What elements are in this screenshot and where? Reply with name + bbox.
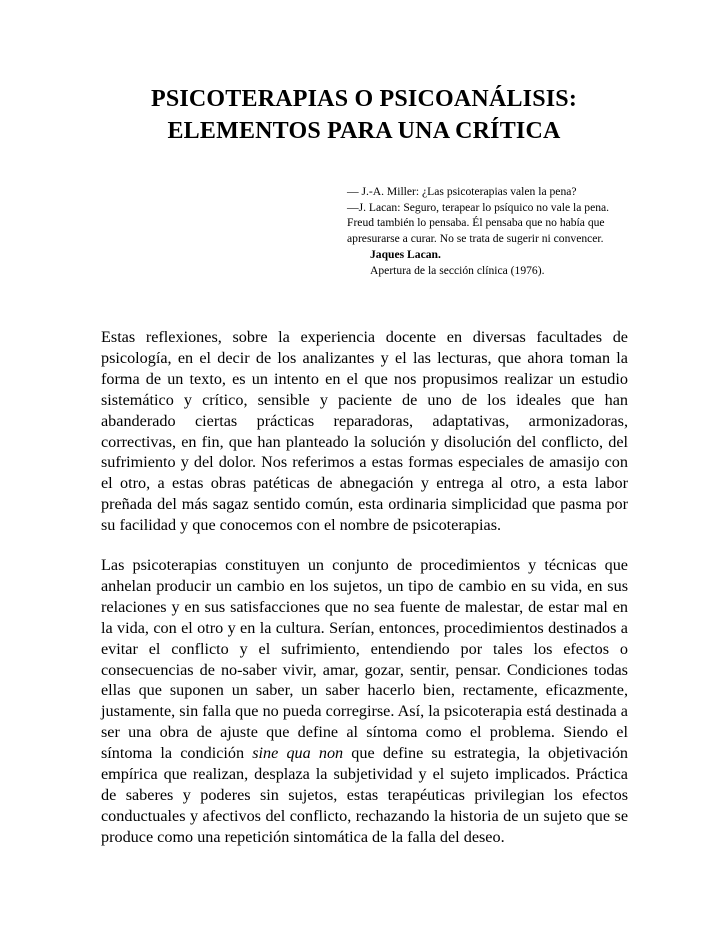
paragraph-2-text-b: que define su estrategia, la objetivación empírica que realizan, desplaza la subjetividad y el sujeto implicados. Práctica de saberes y poderes sin sujetos, estas terapéuticas privilegian los efectos conductuales y afectivos del conflicto, rechazando la historia de un sujeto que se produce como una repetición sintomática de la falla del deseo. <box>101 744 629 846</box>
title-line-1: PSICOTERAPIAS O PSICOANÁLISIS: <box>150 86 578 112</box>
paragraph-1: Estas reflexiones, sobre la experiencia docente en diversas facultades de psicología, en el decir de los analizantes y el las lecturas, que ahora toman la forma de un texto, es un intento en el que nos propusimos realizar un estudio sistemático y crítico, sensible y paciente de uno de los ideales que han abanderado ciertas prácticas reparadoras, adaptativas, armonizadoras, correctivas, en fin, que han planteado la solución y disolución del conflicto, del sufrimiento y del dolor. Nos referimos a estas formas especiales de amasijo con el otro, a estas obras patéticas de abnegación y entrega al otro, a esta labor preñada del más sagaz sentido común, esta ordinaria simplicidad que pasma por su facilidad y que conocemos con el nombre de psicoterapias. <box>101 328 628 535</box>
epigraph-line-4: apresurarse a curar. No se trata de sugerir ni convencer. <box>347 232 604 246</box>
title-line-2: ELEMENTOS PARA UNA CRÍTICA <box>167 118 561 144</box>
epigraph-source: Apertura de la sección clínica (1976). <box>370 263 545 277</box>
paragraph-2 <box>101 555 628 848</box>
epigraph <box>347 184 637 278</box>
epigraph-line-1: — J.-A. Miller: ¿Las psicoterapias valen la pena? <box>347 185 577 198</box>
epigraph-author: Jaques Lacan. <box>370 247 441 261</box>
document-title <box>0 83 728 147</box>
epigraph-line-2: —J. Lacan: Seguro, terapear lo psíquico no vale la pena. <box>347 200 610 214</box>
paragraph-2-text-a: Las psicoterapias constituyen un conjunto de procedimientos y técnicas que anhelan producir un cambio en los sujetos, un tipo de cambio en su vida, en sus relaciones y en sus satisfacciones que no sea fuente de malestar, de estar mal en la vida, con el otro y en la cultura. Serían, entonces, procedimientos destinados a evitar el conflicto y el sufrimiento, entendiendo por tales los efectos o consecuencias de no-saber vivir, amar, gozar, sentir, pensar. Condiciones todas ellas que suponen un saber, un saber hacerlo bien, rectamente, eficazmente, justamente, sin falla que no pueda corregirse. Así, la psicoterapia está destinada a ser una obra de ajuste que define al síntoma como el problema. Siendo el síntoma la condición <box>101 556 628 763</box>
epigraph-line-3: Freud también lo pensaba. Él pensaba que no había que <box>347 216 605 230</box>
paragraph-2-italic: sine qua non <box>252 744 344 763</box>
